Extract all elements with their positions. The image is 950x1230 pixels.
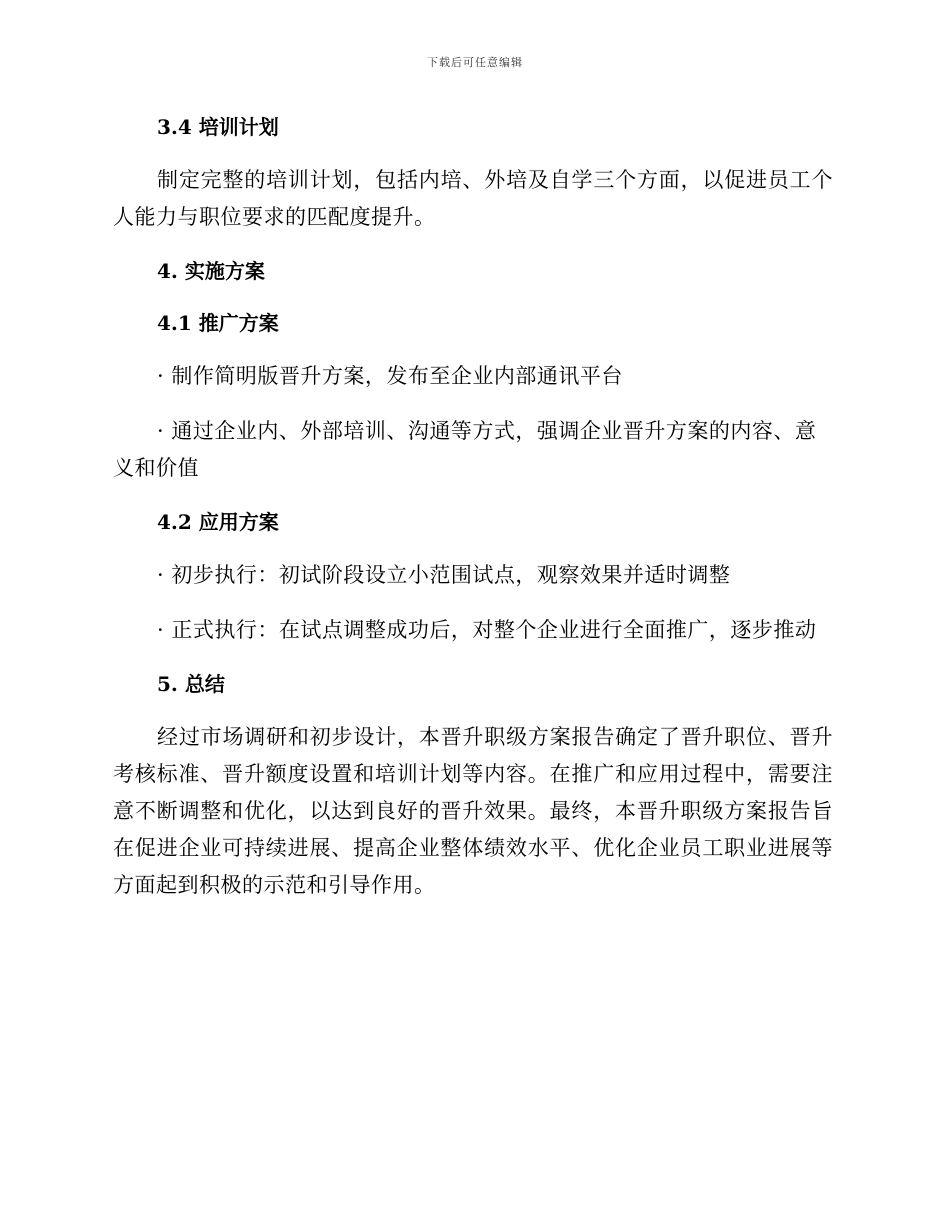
section-5-title: 5. 总结 [157,672,225,696]
section-4-2-bullet-2: · 正式执行：在试点调整成功后，对整个企业进行全面推广，逐步推动 [157,618,817,642]
page-header: 下载后可任意编辑 [427,56,523,69]
section-3-4-paragraph: 制定完整的培训计划，包括内培、外培及自学三个方面，以促进员工个人能力与职位要求的匹配度提升。 [113,168,833,229]
section-4-title: 4. 实施方案 [157,259,265,283]
section-4-1-bullet-2: · 通过企业内、外部培训、沟通等方式，强调企业晋升方案的内容、意义和价值 [113,419,817,480]
section-4-1-title: 4.1 推广方案 [157,311,279,335]
document-body [113,110,833,904]
section-5-paragraph: 经过市场调研和初步设计，本晋升职级方案报告确定了晋升职位、晋升考核标准、晋升额度设置和培训计划等内容。在推广和应用过程中，需要注意不断调整和优化，以达到良好的晋升效果。最终，本晋升职级方案报告旨在促进企业可持续进展、提高企业整体绩效水平、优化企业员工职业进展等方面起到积极的示范和引导作用。 [113,725,833,897]
section-4-1-bullet-1: · 制作简明版晋升方案，发布至企业内部通讯平台 [157,364,623,388]
section-3-4-title: 3.4 培训计划 [157,115,279,139]
section-4-2-title: 4.2 应用方案 [157,510,279,534]
section-4-2-bullet-1: · 初步执行：初试阶段设立小范围试点，观察效果并适时调整 [157,563,731,587]
